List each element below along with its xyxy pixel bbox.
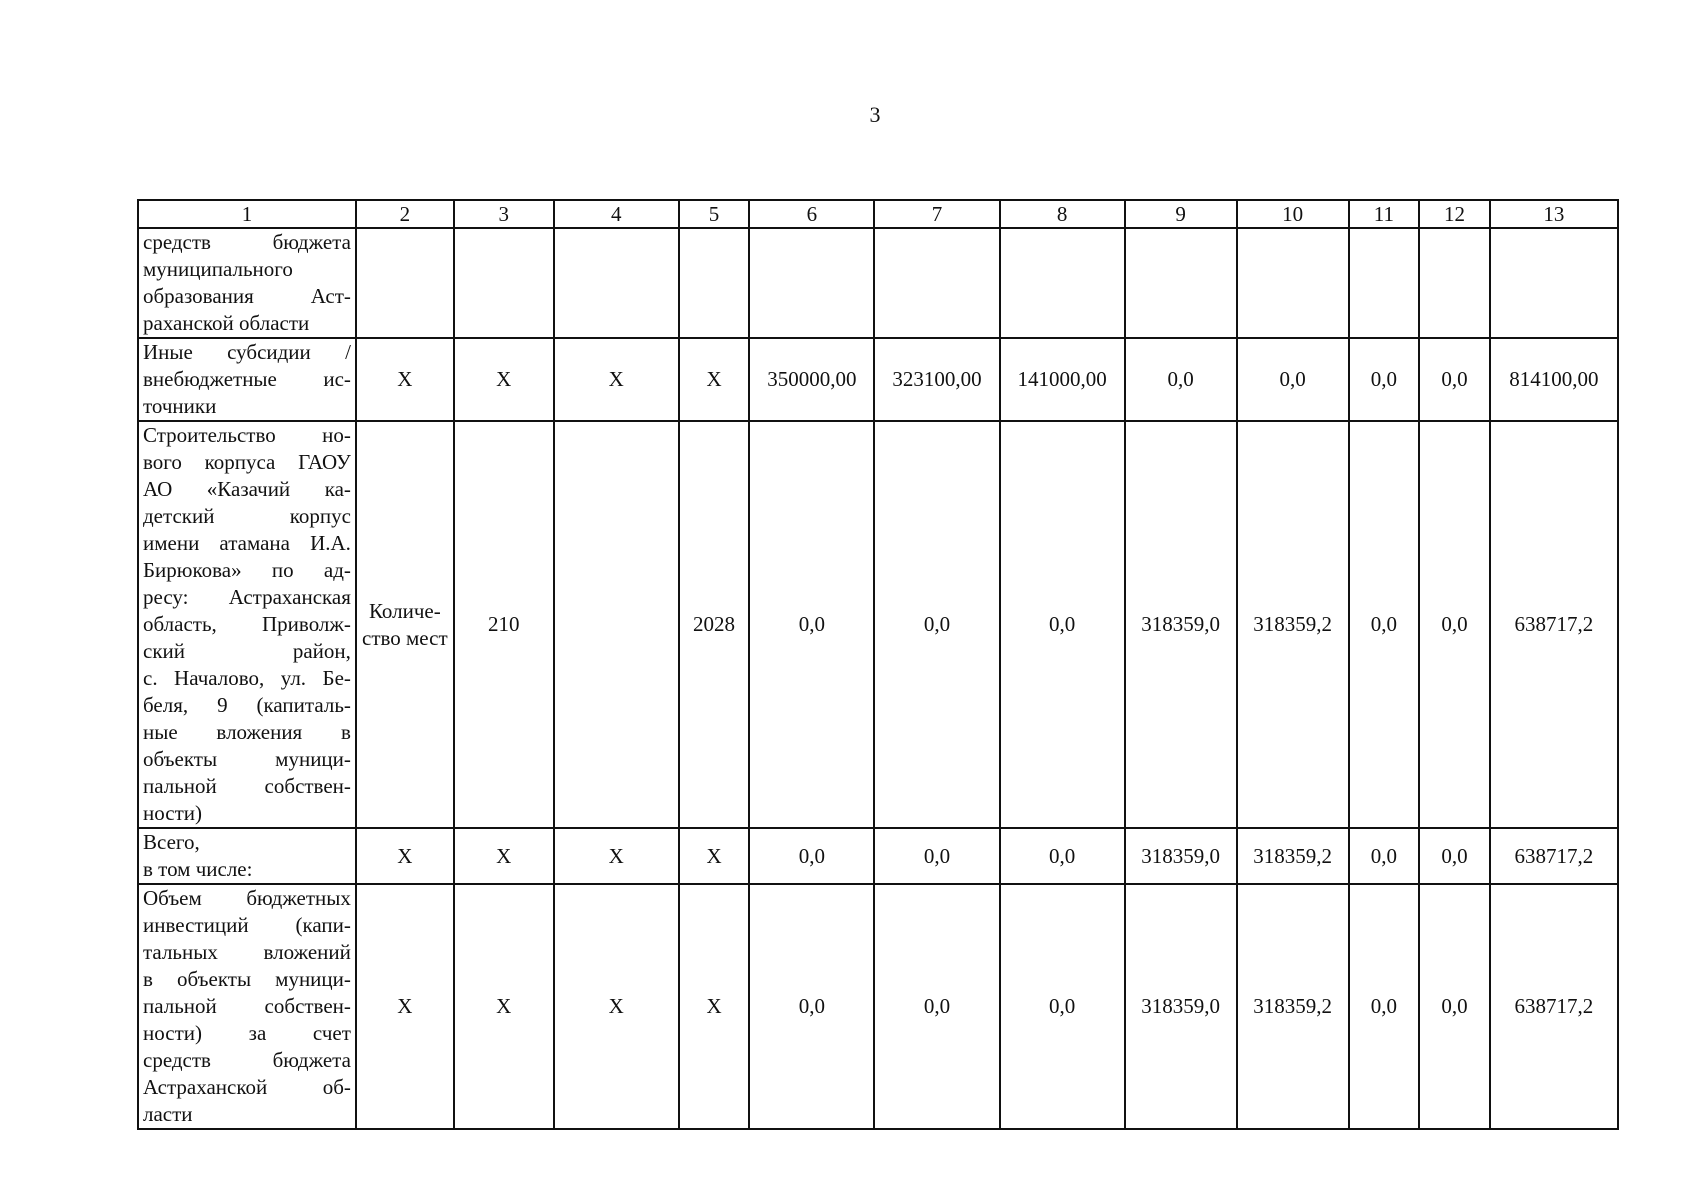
header-row xyxy=(138,200,1618,228)
table-cell xyxy=(1237,228,1349,338)
table-cell: X xyxy=(356,338,454,421)
unit-line: Количе- xyxy=(368,598,441,623)
table-cell: 141000,00 xyxy=(1000,338,1125,421)
table-cell: 0,0 xyxy=(749,828,874,884)
table-cell: X xyxy=(554,828,679,884)
table-row xyxy=(138,828,1618,884)
table-cell: 0,0 xyxy=(874,421,999,828)
table-cell: X xyxy=(679,884,750,1129)
description-line: Строительство но- xyxy=(143,423,351,447)
row-description xyxy=(138,828,356,884)
description-line: в объекты муници- xyxy=(143,967,351,991)
description-line: Бирюкова» по ад- xyxy=(143,558,351,582)
table-cell xyxy=(356,228,454,338)
row-description xyxy=(138,884,356,1129)
table-cell: 2028 xyxy=(679,421,750,828)
description-line: ский район, xyxy=(143,639,351,663)
table-cell: X xyxy=(554,884,679,1129)
description-line: внебюджетные ис- xyxy=(143,367,351,391)
description-line: ные вложения в xyxy=(143,720,351,744)
table-cell: 318359,2 xyxy=(1237,884,1349,1129)
description-line: тальных вложений xyxy=(143,940,351,964)
table-row xyxy=(138,338,1618,421)
description-line: образования Аст- xyxy=(143,284,351,308)
table-cell: 0,0 xyxy=(1000,421,1125,828)
table-cell: X xyxy=(454,338,554,421)
table-cell: X xyxy=(679,338,750,421)
description-line: вого корпуса ГАОУ xyxy=(143,450,351,474)
table-cell: 318359,2 xyxy=(1237,828,1349,884)
table-cell: 318359,0 xyxy=(1125,828,1237,884)
description-line: Астраханской об- xyxy=(143,1075,351,1099)
description-line: ности) за счет xyxy=(143,1021,351,1045)
table-row xyxy=(138,421,1618,828)
description-line: имени атамана И.А. xyxy=(143,531,351,555)
table-cell: 323100,00 xyxy=(874,338,999,421)
table-cell: 0,0 xyxy=(1419,828,1490,884)
header-cell: 9 xyxy=(1125,200,1237,228)
table-cell xyxy=(1490,228,1618,338)
description-line: Иные субсидии / xyxy=(143,340,351,364)
description-line: с. Началово, ул. Бе- xyxy=(143,666,351,690)
header-cell: 10 xyxy=(1237,200,1349,228)
table-cell xyxy=(749,228,874,338)
header-cell: 12 xyxy=(1419,200,1490,228)
table-cell: 318359,0 xyxy=(1125,884,1237,1129)
table-cell: 318359,2 xyxy=(1237,421,1349,828)
table-cell xyxy=(1349,228,1420,338)
table-cell: 0,0 xyxy=(1349,884,1420,1129)
table-cell: 0,0 xyxy=(874,828,999,884)
table-cell: 0,0 xyxy=(1000,828,1125,884)
header-cell: 7 xyxy=(874,200,999,228)
table-cell: 0,0 xyxy=(1419,338,1490,421)
table-cell xyxy=(874,228,999,338)
header-cell: 13 xyxy=(1490,200,1618,228)
table-cell: X xyxy=(356,828,454,884)
table-cell xyxy=(1125,228,1237,338)
header-cell: 2 xyxy=(356,200,454,228)
budget-table xyxy=(137,199,1619,1130)
table-cell xyxy=(679,228,750,338)
description-line: пальной собствен- xyxy=(143,994,351,1018)
table-cell: 0,0 xyxy=(1419,884,1490,1129)
table-cell: 0,0 xyxy=(1419,421,1490,828)
header-cell: 5 xyxy=(679,200,750,228)
description-line: средств бюджета xyxy=(143,230,351,254)
description-line: АО «Казачий ка- xyxy=(143,477,351,501)
header-cell: 4 xyxy=(554,200,679,228)
description-line: беля, 9 (капиталь- xyxy=(143,693,351,717)
table-cell: X xyxy=(356,884,454,1129)
table-cell: 814100,00 xyxy=(1490,338,1618,421)
table-cell: 0,0 xyxy=(1349,338,1420,421)
description-line: раханской области xyxy=(143,311,310,335)
header-cell: 11 xyxy=(1349,200,1420,228)
description-line: ности) xyxy=(143,801,202,825)
description-line: инвестиций (капи- xyxy=(143,913,351,937)
table-cell: 0,0 xyxy=(749,884,874,1129)
unit-line: ство мест xyxy=(362,625,448,650)
description-line: область, Приволж- xyxy=(143,612,351,636)
table-cell: X xyxy=(679,828,750,884)
description-line: Всего, xyxy=(143,830,200,854)
table-row xyxy=(138,884,1618,1129)
unit-cell xyxy=(356,421,454,828)
description-line: Объем бюджетных xyxy=(143,886,351,910)
table-cell: 210 xyxy=(454,421,554,828)
description-line: средств бюджета xyxy=(143,1048,351,1072)
description-line: объекты муници- xyxy=(143,747,351,771)
table-cell: 318359,0 xyxy=(1125,421,1237,828)
table-cell xyxy=(554,421,679,828)
table-cell xyxy=(454,228,554,338)
table-cell: 638717,2 xyxy=(1490,421,1618,828)
row-description xyxy=(138,338,356,421)
header-cell: 3 xyxy=(454,200,554,228)
table-cell: 0,0 xyxy=(749,421,874,828)
header-cell: 8 xyxy=(1000,200,1125,228)
table-cell: 0,0 xyxy=(874,884,999,1129)
description-line: пальной собствен- xyxy=(143,774,351,798)
page-number: 3 xyxy=(869,102,881,127)
row-description xyxy=(138,228,356,338)
table-cell: X xyxy=(454,828,554,884)
header-cell: 1 xyxy=(138,200,356,228)
header-cell: 6 xyxy=(749,200,874,228)
table-cell: 350000,00 xyxy=(749,338,874,421)
description-line: ласти xyxy=(143,1102,193,1126)
description-line: точники xyxy=(143,394,217,418)
table-cell: 0,0 xyxy=(1125,338,1237,421)
description-line: ресу: Астраханская xyxy=(143,585,351,609)
description-line: муниципального xyxy=(143,257,293,281)
table-cell: 638717,2 xyxy=(1490,828,1618,884)
table-cell: 0,0 xyxy=(1000,884,1125,1129)
description-line: в том числе: xyxy=(143,857,253,881)
table-cell: X xyxy=(454,884,554,1129)
description-line: детский корпус xyxy=(143,504,351,528)
table-cell: 638717,2 xyxy=(1490,884,1618,1129)
row-description xyxy=(138,421,356,828)
table-cell xyxy=(1000,228,1125,338)
table-cell: 0,0 xyxy=(1349,828,1420,884)
table-cell: X xyxy=(554,338,679,421)
table-cell: 0,0 xyxy=(1349,421,1420,828)
table-cell: 0,0 xyxy=(1237,338,1349,421)
table-cell xyxy=(1419,228,1490,338)
table-row xyxy=(138,228,1618,338)
table-cell xyxy=(554,228,679,338)
